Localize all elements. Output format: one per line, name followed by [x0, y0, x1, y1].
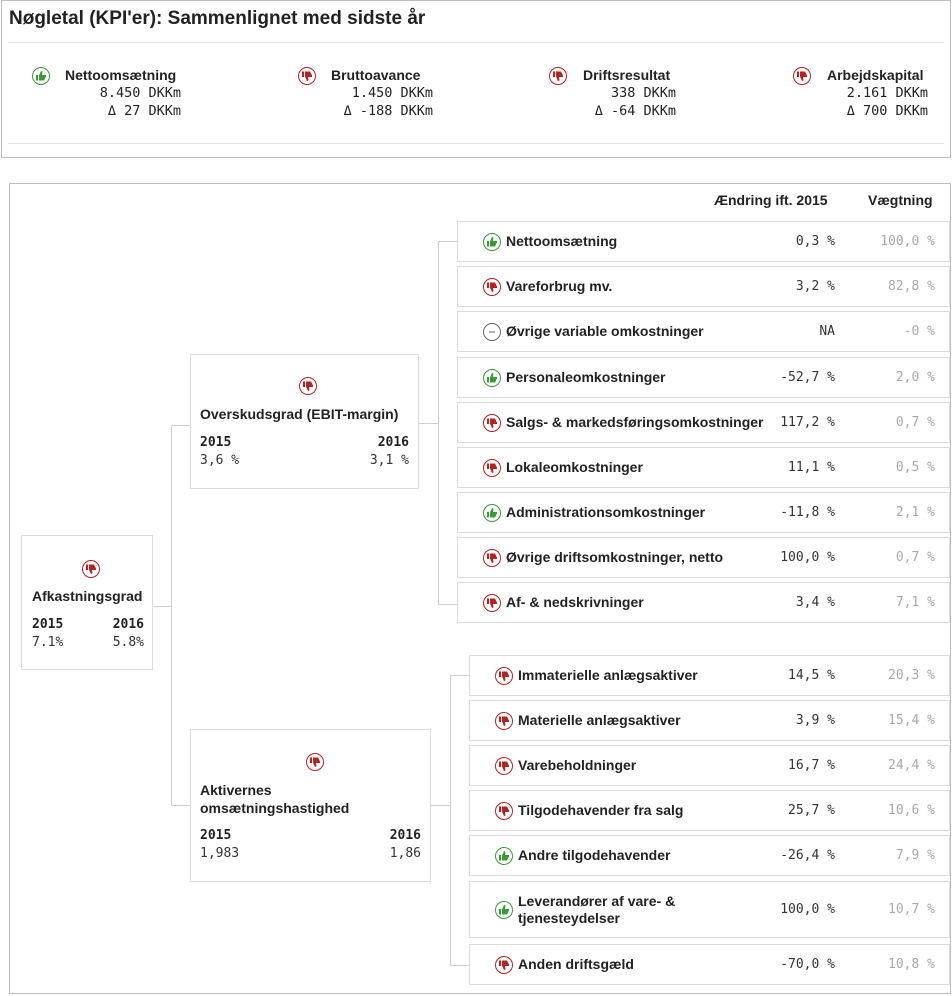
- row-label: Af- & nedskrivninger: [506, 594, 644, 610]
- minus-icon: [483, 323, 501, 341]
- node-asset-turnover[interactable]: [190, 729, 431, 882]
- year-label: 2016: [377, 435, 409, 450]
- year-label: 2015: [200, 435, 232, 450]
- row-change: 100,0 %: [780, 550, 835, 565]
- kpi-delta: Δ 700 DKKm: [846, 103, 928, 119]
- year-label: 2016: [112, 617, 144, 632]
- row-weight: 100,0 %: [880, 234, 935, 249]
- row-label: Materielle anlægsaktiver: [518, 712, 681, 728]
- thumbs-up-icon: [483, 369, 501, 387]
- tree-row[interactable]: [469, 790, 950, 831]
- tree-row[interactable]: [469, 881, 950, 938]
- thumbs-down-icon: [495, 802, 513, 820]
- row-change: 3,4 %: [795, 595, 835, 610]
- year-value: 3,1 %: [369, 453, 409, 468]
- row-label: Leverandører af vare- & tjenesteydelser: [518, 892, 676, 926]
- row-label: Personaleomkostninger: [506, 369, 666, 385]
- row-weight: 10,6 %: [888, 803, 935, 818]
- thumbs-down-icon: [483, 549, 501, 567]
- row-weight: 2,1 %: [895, 505, 935, 520]
- kpi-delta: Δ -188 DKKm: [343, 103, 433, 119]
- row-weight: 0,5 %: [895, 460, 935, 475]
- thumbs-down-icon: [299, 377, 317, 395]
- tree-row[interactable]: [457, 492, 950, 533]
- node-title: Afkastningsgrad: [32, 588, 143, 604]
- kpi-tree-panel: [9, 183, 951, 994]
- row-weight: 2,0 %: [895, 370, 935, 385]
- year-value: 1,86: [389, 846, 421, 861]
- row-label: Nettoomsætning: [506, 233, 618, 249]
- row-change: 14,5 %: [788, 668, 835, 683]
- thumbs-down-icon: [495, 712, 513, 730]
- row-label: Vareforbrug mv.: [506, 278, 613, 294]
- row-change: 100,0 %: [780, 902, 835, 917]
- kpi-name: Nettoomsætning: [65, 67, 177, 83]
- tree-row[interactable]: [457, 357, 950, 398]
- thumbs-up-icon: [495, 847, 513, 865]
- row-change: -11,8 %: [780, 505, 835, 520]
- kpi-title: Nøgletal (KPI'er): Sammenlignet med sidste år: [9, 8, 426, 29]
- row-weight: 0,7 %: [895, 415, 935, 430]
- year-value: 7.1%: [32, 635, 64, 650]
- row-weight: 24,4 %: [888, 758, 935, 773]
- tree-row[interactable]: [457, 582, 950, 623]
- kpi-name: Arbejdskapital: [827, 67, 924, 83]
- thumbs-down-icon: [793, 67, 811, 85]
- row-change: -26,4 %: [780, 848, 835, 863]
- thumbs-up-icon: [32, 67, 50, 85]
- tree-row[interactable]: [457, 311, 950, 352]
- thumbs-down-icon: [495, 956, 513, 974]
- row-change: -52,7 %: [780, 370, 835, 385]
- thumbs-up-icon: [495, 901, 513, 919]
- node-title: Overskudsgrad (EBIT-margin): [200, 406, 399, 422]
- kpi-name: Bruttoavance: [331, 67, 421, 83]
- row-weight: 7,1 %: [895, 595, 935, 610]
- thumbs-down-icon: [483, 594, 501, 612]
- tree-row[interactable]: [469, 655, 950, 696]
- tree-row[interactable]: [469, 944, 950, 985]
- node-ebit-margin[interactable]: [190, 354, 419, 489]
- row-weight: 0,7 %: [895, 550, 935, 565]
- row-change: NA: [819, 324, 835, 339]
- row-weight: 82,8 %: [888, 279, 935, 294]
- row-change: 3,9 %: [795, 713, 835, 728]
- row-change: 16,7 %: [788, 758, 835, 773]
- tree-row[interactable]: [469, 745, 950, 786]
- kpi-delta: Δ -64 DKKm: [594, 103, 676, 119]
- row-change: 117,2 %: [780, 415, 835, 430]
- divider: [8, 143, 944, 144]
- thumbs-down-icon: [495, 667, 513, 685]
- thumbs-down-icon: [495, 757, 513, 775]
- row-label: Andre tilgodehavender: [518, 847, 671, 863]
- row-weight: 10,7 %: [888, 902, 935, 917]
- row-weight: 15,4 %: [888, 713, 935, 728]
- row-label: Salgs- & markedsføringsomkostninger: [506, 414, 764, 430]
- thumbs-down-icon: [306, 753, 324, 771]
- row-label: Tilgodehavender fra salg: [518, 802, 684, 818]
- thumbs-down-icon: [483, 459, 501, 477]
- kpi-name: Driftsresultat: [583, 67, 671, 83]
- thumbs-down-icon: [82, 560, 100, 578]
- row-label: Immaterielle anlægsaktiver: [518, 667, 698, 683]
- kpi-value: 2.161 DKKm: [846, 85, 928, 101]
- kpi-delta: Δ 27 DKKm: [107, 103, 181, 119]
- row-change: -70,0 %: [780, 957, 835, 972]
- tree-row[interactable]: [469, 700, 950, 741]
- divider: [8, 42, 944, 43]
- row-change: 25,7 %: [788, 803, 835, 818]
- tree-row[interactable]: [457, 266, 950, 307]
- tree-row[interactable]: [457, 447, 950, 488]
- kpi-value: 8.450 DKKm: [99, 85, 181, 101]
- thumbs-down-icon: [483, 414, 501, 432]
- node-afkastningsgrad[interactable]: [21, 535, 153, 670]
- kpi-panel: [1, 0, 951, 158]
- year-label: 2016: [389, 828, 421, 843]
- thumbs-up-icon: [483, 504, 501, 522]
- year-label: 2015: [200, 828, 232, 843]
- thumbs-down-icon: [549, 67, 567, 85]
- row-weight: 20,3 %: [888, 668, 935, 683]
- thumbs-up-icon: [483, 233, 501, 251]
- row-change: 11,1 %: [788, 460, 835, 475]
- row-label: Øvrige driftsomkostninger, netto: [506, 549, 724, 565]
- row-label: Varebeholdninger: [518, 757, 637, 773]
- year-value: 1,983: [200, 846, 240, 861]
- tree-row[interactable]: [457, 402, 950, 443]
- column-header-weight: Vægtning: [868, 192, 933, 208]
- row-label: Anden driftsgæld: [518, 956, 634, 972]
- tree-row[interactable]: [469, 835, 950, 876]
- kpi-value: 338 DKKm: [610, 85, 676, 101]
- node-title: Aktivernes omsætningshastighed: [200, 782, 350, 816]
- year-label: 2015: [32, 617, 64, 632]
- tree-row[interactable]: [457, 537, 950, 578]
- row-weight: 7,9 %: [895, 848, 935, 863]
- row-weight: -0 %: [903, 324, 935, 339]
- kpi-value: 1.450 DKKm: [351, 85, 433, 101]
- row-label: Administrationsomkostninger: [506, 504, 706, 520]
- row-change: 3,2 %: [795, 279, 835, 294]
- row-weight: 10,8 %: [888, 957, 935, 972]
- row-label: Øvrige variable omkostninger: [506, 323, 704, 339]
- year-value: 3,6 %: [200, 453, 240, 468]
- row-label: Lokaleomkostninger: [506, 459, 643, 475]
- year-value: 5.8%: [112, 635, 144, 650]
- tree-row[interactable]: [457, 221, 950, 262]
- row-change: 0,3 %: [795, 234, 835, 249]
- column-header-change: Ændring ift. 2015: [714, 192, 828, 208]
- thumbs-down-icon: [298, 67, 316, 85]
- thumbs-down-icon: [483, 278, 501, 296]
